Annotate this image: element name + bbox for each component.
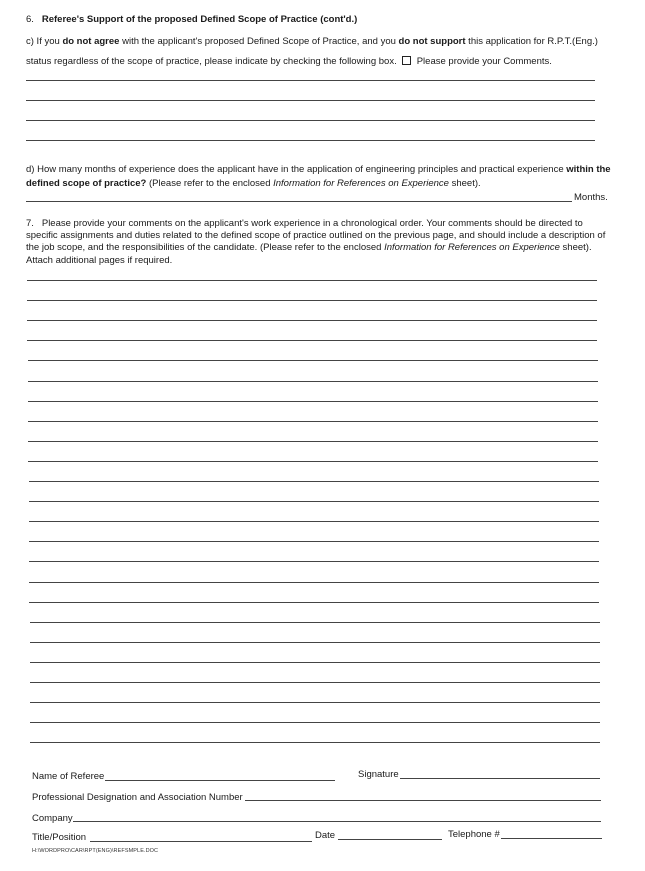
item-c-emphasis-2: do not support xyxy=(398,36,466,47)
item-c-prefix: c) If you xyxy=(26,36,63,47)
professional-designation-label: Professional Designation and Association Number xyxy=(32,792,243,803)
title-position-field[interactable] xyxy=(90,831,312,842)
experience-comment-line[interactable] xyxy=(30,662,600,663)
experience-comment-line[interactable] xyxy=(29,521,599,522)
item-d-emphasis: within the xyxy=(566,164,611,175)
section-7-line-4: Attach additional pages if required. xyxy=(26,255,173,266)
months-input[interactable] xyxy=(26,191,572,202)
section-7-text-3: the job scope, and the responsibilities of the candidate. (Please refer to the enclosed xyxy=(26,242,385,253)
footer-file-path: H:\WORDPRO\CAR\RPT(ENG)\REFSMPLE.DOC xyxy=(32,848,159,854)
section-6-title: Referee's Support of the proposed Defined Scope of Practice (cont'd.) xyxy=(41,14,358,25)
title-position-label: Title/Position xyxy=(32,832,87,843)
section-7-line-2: specific assignments and duties related to the defined scope of practice outlined on the previous page, and should include a description of xyxy=(26,230,606,241)
company-label: Company xyxy=(32,813,73,824)
experience-comment-line[interactable] xyxy=(30,682,600,683)
do-not-support-checkbox[interactable] xyxy=(402,56,411,65)
item-d-line-2 xyxy=(26,178,481,190)
item-c-line-2-text: status regardless of the scope of practice, please indicate by checking the following box. xyxy=(26,56,397,67)
date-field[interactable] xyxy=(338,829,442,840)
comment-line[interactable] xyxy=(26,80,595,81)
name-of-referee-field[interactable] xyxy=(105,770,335,781)
experience-comment-line[interactable] xyxy=(29,602,599,603)
item-c-emphasis-1: do not agree xyxy=(62,36,120,47)
experience-comment-line[interactable] xyxy=(27,340,597,341)
experience-comment-line[interactable] xyxy=(29,582,599,583)
experience-comment-line[interactable] xyxy=(30,742,600,743)
experience-comment-line[interactable] xyxy=(27,280,597,281)
experience-comment-line[interactable] xyxy=(29,501,599,502)
section-7-ref-post: sheet). xyxy=(559,242,592,253)
signature-field[interactable] xyxy=(400,768,600,779)
section-7-line-3 xyxy=(26,242,592,254)
comment-line[interactable] xyxy=(26,120,595,121)
comment-line[interactable] xyxy=(26,100,595,101)
experience-comment-line[interactable] xyxy=(28,441,598,442)
experience-comment-line[interactable] xyxy=(28,381,598,382)
item-c-line-1 xyxy=(26,36,598,48)
item-d-line-1 xyxy=(26,164,611,176)
telephone-label: Telephone # xyxy=(448,829,500,840)
months-label: Months. xyxy=(574,192,608,203)
experience-comment-line[interactable] xyxy=(30,702,600,703)
experience-comment-line[interactable] xyxy=(30,622,600,623)
experience-comment-line[interactable] xyxy=(29,541,599,542)
item-c-middle: with the applicant's proposed Defined Scope of Practice, and you xyxy=(119,36,399,47)
experience-comment-line[interactable] xyxy=(30,722,600,723)
section-7-text-1: Please provide your comments on the applicant's work experience in a chronological order. Your comments should be directed to xyxy=(41,218,583,229)
date-label: Date xyxy=(315,830,336,841)
company-field[interactable] xyxy=(73,811,601,822)
item-c-end: this application for R.P.T.(Eng.) xyxy=(465,36,598,47)
section-6-number: 6. xyxy=(26,14,34,25)
experience-comment-line[interactable] xyxy=(30,642,600,643)
experience-comment-line[interactable] xyxy=(28,461,598,462)
signature-label: Signature xyxy=(358,769,399,780)
item-d-ref-pre: (Please refer to the enclosed xyxy=(146,178,274,189)
experience-comment-line[interactable] xyxy=(29,481,599,482)
item-c-comments-label: Please provide your Comments. xyxy=(416,56,552,67)
telephone-field[interactable] xyxy=(501,828,602,839)
section-6-heading xyxy=(26,14,357,26)
experience-comment-line[interactable] xyxy=(27,300,597,301)
section-7-number: 7. xyxy=(26,218,34,229)
item-d-ref-post: sheet). xyxy=(448,178,481,189)
experience-comment-line[interactable] xyxy=(27,320,597,321)
experience-comment-line[interactable] xyxy=(29,561,599,562)
experience-comment-line[interactable] xyxy=(28,401,598,402)
item-d-ref-italic: Information for References on Experience xyxy=(273,178,449,189)
comment-line[interactable] xyxy=(26,140,595,141)
item-d-text: d) How many months of experience does the applicant have in the application of engineering principles and practical experience xyxy=(26,164,567,175)
section-7-line-1 xyxy=(26,218,583,230)
section-7-ref-italic: Information for References on Experience xyxy=(384,242,560,253)
professional-designation-field[interactable] xyxy=(245,790,601,801)
item-d-emphasis-2: defined scope of practice? xyxy=(26,178,147,189)
name-of-referee-label: Name of Referee xyxy=(32,771,105,782)
experience-comment-line[interactable] xyxy=(28,421,598,422)
item-c-line-2 xyxy=(26,56,552,68)
experience-comment-line[interactable] xyxy=(28,360,598,361)
